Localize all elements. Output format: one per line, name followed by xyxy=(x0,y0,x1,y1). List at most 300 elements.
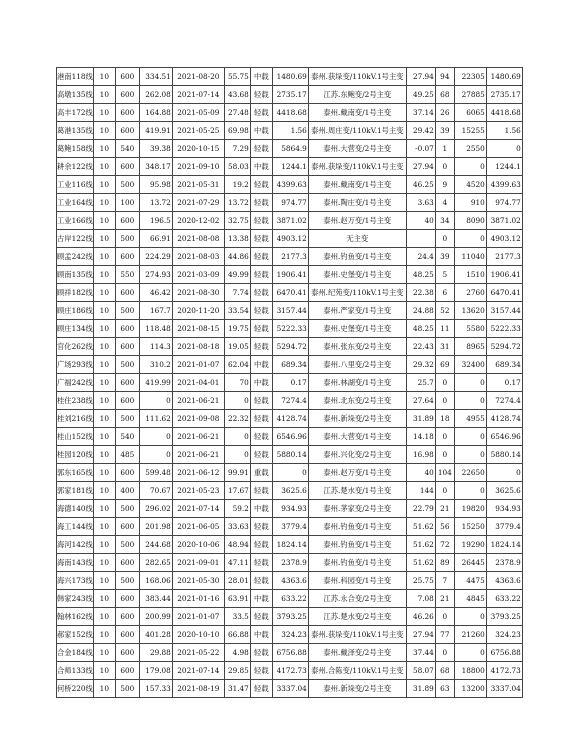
table-cell: 7.08 xyxy=(406,590,435,608)
table-cell: 轻载 xyxy=(250,140,272,158)
table-row xyxy=(57,86,523,104)
table-cell: 10 xyxy=(93,410,115,428)
table-cell: 轻载 xyxy=(250,230,272,248)
table-cell: 轻载 xyxy=(250,392,272,410)
table-cell: 10 xyxy=(93,572,115,590)
table-cell: 4.98 xyxy=(224,644,250,662)
table-cell: 3625.6 xyxy=(486,482,522,500)
table-cell: 6470.41 xyxy=(272,284,308,302)
table-row xyxy=(57,248,523,266)
table-cell: 顾孟242线 xyxy=(57,248,94,266)
table-cell: 419.91 xyxy=(139,122,172,140)
table-row xyxy=(57,662,523,680)
table-cell: 10 xyxy=(93,104,115,122)
table-cell: 海河142线 xyxy=(57,536,94,554)
table-cell: 21260 xyxy=(454,626,486,644)
table-cell: 21 xyxy=(435,500,454,518)
table-cell: 轻载 xyxy=(250,410,272,428)
table-row xyxy=(57,338,523,356)
table-cell: 中载 xyxy=(250,500,272,518)
table-cell: 2020-12-02 xyxy=(172,212,224,230)
table-cell: 6065 xyxy=(454,104,486,122)
table-cell: 3871.02 xyxy=(272,212,308,230)
table-cell: 3157.44 xyxy=(272,302,308,320)
table-cell: 轻载 xyxy=(250,338,272,356)
table-cell: 49.99 xyxy=(224,266,250,284)
table-cell: 0.17 xyxy=(486,374,522,392)
table-cell: 0 xyxy=(486,464,522,482)
table-cell: 600 xyxy=(115,518,139,536)
table-cell: 轻载 xyxy=(250,572,272,590)
table-cell: 2021-06-21 xyxy=(172,428,224,446)
table-cell: 19.05 xyxy=(224,338,250,356)
table-cell: 0 xyxy=(435,608,454,626)
table-cell: 泰州.八里变/2号主变 xyxy=(308,356,406,374)
table-cell: 泰州.大营变/1号主变 xyxy=(308,428,406,446)
table-cell: 江苏.东鲍变/2号主变 xyxy=(308,86,406,104)
table-cell: 47.11 xyxy=(224,554,250,572)
table-cell: 工业116线 xyxy=(57,176,94,194)
table-cell: 111.62 xyxy=(139,410,172,428)
table-row xyxy=(57,392,523,410)
table-cell: 江苏.楚水变/1号主变 xyxy=(308,482,406,500)
table-cell: 泰州.戴南变/1号主变 xyxy=(308,176,406,194)
table-row xyxy=(57,320,523,338)
table-row xyxy=(57,500,523,518)
table-cell: 633.22 xyxy=(486,590,522,608)
table-cell: 2021-09-10 xyxy=(172,158,224,176)
table-cell: 顾祥182线 xyxy=(57,284,94,302)
table-cell: 10 xyxy=(93,176,115,194)
table-cell: 1906.41 xyxy=(272,266,308,284)
table-row xyxy=(57,176,523,194)
table-cell: 高丰172线 xyxy=(57,104,94,122)
table-cell: 27.94 xyxy=(406,68,435,86)
table-cell: 2021-08-19 xyxy=(172,680,224,698)
table-cell: 66.91 xyxy=(139,230,172,248)
table-cell: 10 xyxy=(93,320,115,338)
table-cell: 10 xyxy=(93,626,115,644)
table-cell: 69 xyxy=(435,356,454,374)
table-cell: 2021-05-25 xyxy=(172,122,224,140)
table-cell: 32.75 xyxy=(224,212,250,230)
table-cell: 58.03 xyxy=(224,158,250,176)
table-cell: 51.62 xyxy=(406,518,435,536)
table-cell: 244.68 xyxy=(139,536,172,554)
table-cell: 7.29 xyxy=(224,140,250,158)
table-row xyxy=(57,194,523,212)
table-cell: 6756.88 xyxy=(272,644,308,662)
table-cell: 泰州.戴南变/1号主变 xyxy=(308,104,406,122)
table-cell: 海兴173线 xyxy=(57,572,94,590)
table-cell: 轻载 xyxy=(250,446,272,464)
table-cell: 56 xyxy=(435,518,454,536)
table-cell: 104 xyxy=(435,464,454,482)
table-cell: 中载 xyxy=(250,122,272,140)
table-cell: 5222.33 xyxy=(272,320,308,338)
table-cell: 485 xyxy=(115,446,139,464)
table-cell: 无主变 xyxy=(308,230,406,248)
table-cell: 600 xyxy=(115,284,139,302)
table-cell: 轻载 xyxy=(250,518,272,536)
table-cell: 2177.3 xyxy=(486,248,522,266)
table-cell: 古岸122线 xyxy=(57,230,94,248)
table-cell: 69.98 xyxy=(224,122,250,140)
table-cell: 4363.6 xyxy=(486,572,522,590)
table-cell: 167.7 xyxy=(139,302,172,320)
table-cell: 泰州.史堡变/1号主变 xyxy=(308,266,406,284)
table-cell: 泰州.合陈变/110kV.1号主变 xyxy=(308,662,406,680)
table-cell: 63 xyxy=(435,680,454,698)
table-cell: 334.51 xyxy=(139,68,172,86)
table-cell: 泰州.新垛变/2号主变 xyxy=(308,410,406,428)
table-cell: 4128.74 xyxy=(486,410,522,428)
table-cell: 4172.73 xyxy=(272,662,308,680)
table-cell: 1244.1 xyxy=(272,158,308,176)
table-cell: 江苏.楚水变/2号主变 xyxy=(308,608,406,626)
table-cell: 689.34 xyxy=(486,356,522,374)
table-cell: 43.68 xyxy=(224,86,250,104)
table-cell: 600 xyxy=(115,104,139,122)
table-body xyxy=(57,68,523,698)
table-cell: 顾庄134线 xyxy=(57,320,94,338)
table-cell: 广福242线 xyxy=(57,374,94,392)
table-cell: 1.56 xyxy=(486,122,522,140)
table-cell: 77 xyxy=(435,626,454,644)
table-cell: 419.99 xyxy=(139,374,172,392)
table-cell: 600 xyxy=(115,68,139,86)
table-cell: 5864.9 xyxy=(272,140,308,158)
table-cell: 201.98 xyxy=(139,518,172,536)
table-cell: 泰州.钓鱼变/1号主变 xyxy=(308,554,406,572)
table-cell: 22.38 xyxy=(406,284,435,302)
table-cell: 2021-01-07 xyxy=(172,608,224,626)
table-cell: 0 xyxy=(435,230,454,248)
table-cell: 29.42 xyxy=(406,122,435,140)
table-cell: 0 xyxy=(139,428,172,446)
table-cell: 29.88 xyxy=(139,644,172,662)
table-cell: 0 xyxy=(435,446,454,464)
table-cell: 轻载 xyxy=(250,194,272,212)
table-cell: 泰州.纪苑变/110kV.1号主变 xyxy=(308,284,406,302)
table-cell: 2021-05-31 xyxy=(172,176,224,194)
table-cell: 10 xyxy=(93,122,115,140)
table-cell: 27885 xyxy=(454,86,486,104)
table-cell: 2021-04-01 xyxy=(172,374,224,392)
table-cell: 68 xyxy=(435,86,454,104)
table-cell: 泰州.兴化变/2号主变 xyxy=(308,446,406,464)
table-row xyxy=(57,230,523,248)
table-cell: 3779.4 xyxy=(272,518,308,536)
table-cell: 6546.96 xyxy=(272,428,308,446)
table-cell: 27.94 xyxy=(406,626,435,644)
table-cell: 0 xyxy=(454,392,486,410)
table-cell: 0 xyxy=(435,374,454,392)
table-cell: 1824.14 xyxy=(486,536,522,554)
table-cell: 2735.17 xyxy=(272,86,308,104)
table-cell: 5222.33 xyxy=(486,320,522,338)
table-cell: 1.56 xyxy=(272,122,308,140)
table-cell: 2021-08-15 xyxy=(172,320,224,338)
table-cell: 3157.44 xyxy=(486,302,522,320)
table-cell: 郭东165线 xyxy=(57,464,94,482)
table-cell: 348.17 xyxy=(139,158,172,176)
table-cell: 1510 xyxy=(454,266,486,284)
table-cell: 66.88 xyxy=(224,626,250,644)
table-cell: 72 xyxy=(435,536,454,554)
table-cell: 26445 xyxy=(454,554,486,572)
table-cell: 2020-11-20 xyxy=(172,302,224,320)
table-cell: 8090 xyxy=(454,212,486,230)
table-cell: 10 xyxy=(93,194,115,212)
table-cell: 10 xyxy=(93,680,115,698)
table-cell: 19820 xyxy=(454,500,486,518)
table-cell: 21 xyxy=(435,590,454,608)
table-cell: 689.34 xyxy=(272,356,308,374)
table-cell: 轻载 xyxy=(250,554,272,572)
table-cell: 2021-05-09 xyxy=(172,104,224,122)
table-cell: 27.94 xyxy=(406,158,435,176)
table-row xyxy=(57,356,523,374)
table-cell: 2021-06-21 xyxy=(172,446,224,464)
table-cell: 泰州.大营变/2号主变 xyxy=(308,140,406,158)
table-cell: 轻载 xyxy=(250,320,272,338)
table-cell: 泰州.北东变/2号主变 xyxy=(308,392,406,410)
table-row xyxy=(57,140,523,158)
table-cell: 500 xyxy=(115,302,139,320)
table-cell: 轻载 xyxy=(250,428,272,446)
table-cell: 600 xyxy=(115,374,139,392)
table-cell: 4418.68 xyxy=(486,104,522,122)
table-cell: 高墩135线 xyxy=(57,86,94,104)
table-cell: 5580 xyxy=(454,320,486,338)
table-cell: 10 xyxy=(93,248,115,266)
table-cell: 泰州.获垛变/110kV.1号主变 xyxy=(308,626,406,644)
table-row xyxy=(57,680,523,698)
table-cell: 10 xyxy=(93,554,115,572)
table-cell: 葛港135线 xyxy=(57,122,94,140)
table-cell: 10 xyxy=(93,230,115,248)
table-cell: 合师133线 xyxy=(57,662,94,680)
table-cell: 200.99 xyxy=(139,608,172,626)
table-cell: 4955 xyxy=(454,410,486,428)
table-cell: 轻载 xyxy=(250,302,272,320)
table-cell: 4399.63 xyxy=(486,176,522,194)
table-cell: 51.62 xyxy=(406,554,435,572)
table-cell: 10 xyxy=(93,644,115,662)
table-cell: 2021-09-08 xyxy=(172,410,224,428)
table-cell: 10 xyxy=(93,158,115,176)
table-cell: 2021-08-30 xyxy=(172,284,224,302)
table-cell: 29.85 xyxy=(224,662,250,680)
table-cell: 江苏.永合变/2号主变 xyxy=(308,590,406,608)
table-cell: 2021-06-05 xyxy=(172,518,224,536)
table-cell: 0 xyxy=(224,428,250,446)
table-cell: 桂园120线 xyxy=(57,446,94,464)
table-cell: 31.47 xyxy=(224,680,250,698)
table-cell: 33.54 xyxy=(224,302,250,320)
table-cell: 2020-10-06 xyxy=(172,536,224,554)
table-cell: 157.33 xyxy=(139,680,172,698)
table-cell: 600 xyxy=(115,554,139,572)
table-cell: 轻载 xyxy=(250,266,272,284)
table-cell: 324.23 xyxy=(272,626,308,644)
table-cell: 轻载 xyxy=(250,536,272,554)
table-cell: 0 xyxy=(454,608,486,626)
table-cell: 31.89 xyxy=(406,410,435,428)
table-cell: 中载 xyxy=(250,374,272,392)
table-cell: 600 xyxy=(115,158,139,176)
table-row xyxy=(57,464,523,482)
table-cell: 泰州.严家变/1号主变 xyxy=(308,302,406,320)
table-cell: 2760 xyxy=(454,284,486,302)
table-cell: 48.25 xyxy=(406,266,435,284)
table-cell: 1824.14 xyxy=(272,536,308,554)
table-cell: 1 xyxy=(435,140,454,158)
table-cell: 39 xyxy=(435,248,454,266)
table-cell: 泰州.陶庄变/1号主变 xyxy=(308,194,406,212)
table-cell: 600 xyxy=(115,212,139,230)
table-cell: 重载 xyxy=(250,464,272,482)
table-cell: 葛鲍158线 xyxy=(57,140,94,158)
table-cell: 10 xyxy=(93,68,115,86)
table-cell: 22.79 xyxy=(406,500,435,518)
table-cell: 2021-05-23 xyxy=(172,482,224,500)
table-cell: 6756.88 xyxy=(486,644,522,662)
table-cell: 翰林162线 xyxy=(57,608,94,626)
table-cell: 官化262线 xyxy=(57,338,94,356)
table-cell: 3337.04 xyxy=(486,680,522,698)
table-cell: 桂住238线 xyxy=(57,392,94,410)
table-cell: 合金184线 xyxy=(57,644,94,662)
table-cell: 4128.74 xyxy=(272,410,308,428)
table-cell: 70 xyxy=(224,374,250,392)
table-cell: 7.74 xyxy=(224,284,250,302)
table-cell: 19.75 xyxy=(224,320,250,338)
table-cell: 2021-08-03 xyxy=(172,248,224,266)
table-cell: 52 xyxy=(435,302,454,320)
table-cell: 4172.73 xyxy=(486,662,522,680)
table-cell: 24.4 xyxy=(406,248,435,266)
table-row xyxy=(57,104,523,122)
table-cell: 7274.4 xyxy=(272,392,308,410)
table-cell: 泰州.钓鱼变/1号主变 xyxy=(308,248,406,266)
table-cell: 轻载 xyxy=(250,248,272,266)
table-cell: 9 xyxy=(435,176,454,194)
table-cell: 11 xyxy=(435,320,454,338)
table-cell: 59.2 xyxy=(224,500,250,518)
table-cell: 934.93 xyxy=(486,500,522,518)
table-cell: 10 xyxy=(93,500,115,518)
table-cell: 轻载 xyxy=(250,482,272,500)
table-row xyxy=(57,482,523,500)
table-cell: 2021-07-14 xyxy=(172,500,224,518)
table-cell: 600 xyxy=(115,626,139,644)
table-cell: 10 xyxy=(93,590,115,608)
table-cell: 耕余122线 xyxy=(57,158,94,176)
table-cell: 540 xyxy=(115,428,139,446)
table-cell: 34 xyxy=(435,212,454,230)
table-cell: 7274.4 xyxy=(486,392,522,410)
table-cell: -0.07 xyxy=(406,140,435,158)
table-cell: 3625.6 xyxy=(272,482,308,500)
table-cell: 324.23 xyxy=(486,626,522,644)
table-cell: 郭家181线 xyxy=(57,482,94,500)
table-cell: 600 xyxy=(115,662,139,680)
table-cell: 144 xyxy=(406,482,435,500)
table-cell: 26 xyxy=(435,104,454,122)
table-cell: 2550 xyxy=(454,140,486,158)
table-cell: 3871.02 xyxy=(486,212,522,230)
table-cell: 中载 xyxy=(250,590,272,608)
table-cell: 99.91 xyxy=(224,464,250,482)
table-cell: 15250 xyxy=(454,518,486,536)
table-cell: 3337.04 xyxy=(272,680,308,698)
table-cell: 0 xyxy=(224,392,250,410)
table-cell: 郝家152线 xyxy=(57,626,94,644)
table-cell: 540 xyxy=(115,140,139,158)
table-cell: 1480.69 xyxy=(486,68,522,86)
table-cell: 2021-06-12 xyxy=(172,464,224,482)
table-cell: 39 xyxy=(435,122,454,140)
table-cell: 27.64 xyxy=(406,392,435,410)
table-cell: 2021-01-16 xyxy=(172,590,224,608)
table-cell: 10 xyxy=(93,356,115,374)
table-row xyxy=(57,644,523,662)
table-cell: 0 xyxy=(435,428,454,446)
table-cell: 13.38 xyxy=(224,230,250,248)
table-cell: 8965 xyxy=(454,338,486,356)
table-cell: 600 xyxy=(115,392,139,410)
table-cell: 2378.9 xyxy=(272,554,308,572)
table-cell: 10 xyxy=(93,374,115,392)
table-cell: 13.72 xyxy=(224,194,250,212)
table-cell: 1906.41 xyxy=(486,266,522,284)
table-cell: 10 xyxy=(93,428,115,446)
table-cell: 10 xyxy=(93,392,115,410)
table-cell: 2021-03-09 xyxy=(172,266,224,284)
table-cell: 600 xyxy=(115,464,139,482)
table-cell: 22305 xyxy=(454,68,486,86)
table-cell: 910 xyxy=(454,194,486,212)
table-cell: 2021-06-21 xyxy=(172,392,224,410)
table-cell: 工业164线 xyxy=(57,194,94,212)
table-cell: 6546.96 xyxy=(486,428,522,446)
table-cell: 海德140线 xyxy=(57,500,94,518)
table-cell: 974.77 xyxy=(486,194,522,212)
table-cell: 轻载 xyxy=(250,608,272,626)
table-row xyxy=(57,68,523,86)
table-cell: 164.88 xyxy=(139,104,172,122)
table-row xyxy=(57,518,523,536)
table-cell: 7 xyxy=(435,572,454,590)
table-cell: 泰州.戴泽变/2号主变 xyxy=(308,644,406,662)
table-cell: 海工144线 xyxy=(57,518,94,536)
table-cell: 33.63 xyxy=(224,518,250,536)
table-cell: 泰州.茅家变/2号主变 xyxy=(308,500,406,518)
table-cell: 2735.17 xyxy=(486,86,522,104)
table-cell: 383.44 xyxy=(139,590,172,608)
table-cell: 2021-07-14 xyxy=(172,662,224,680)
table-cell: 22650 xyxy=(454,464,486,482)
table-row xyxy=(57,374,523,392)
table-cell: 1244.1 xyxy=(486,158,522,176)
table-cell: 泰州.史堡变/1号主变 xyxy=(308,320,406,338)
table-cell: 46.25 xyxy=(406,176,435,194)
table-cell: 0 xyxy=(454,482,486,500)
table-cell: 0 xyxy=(454,230,486,248)
table-cell: 1480.69 xyxy=(272,68,308,86)
